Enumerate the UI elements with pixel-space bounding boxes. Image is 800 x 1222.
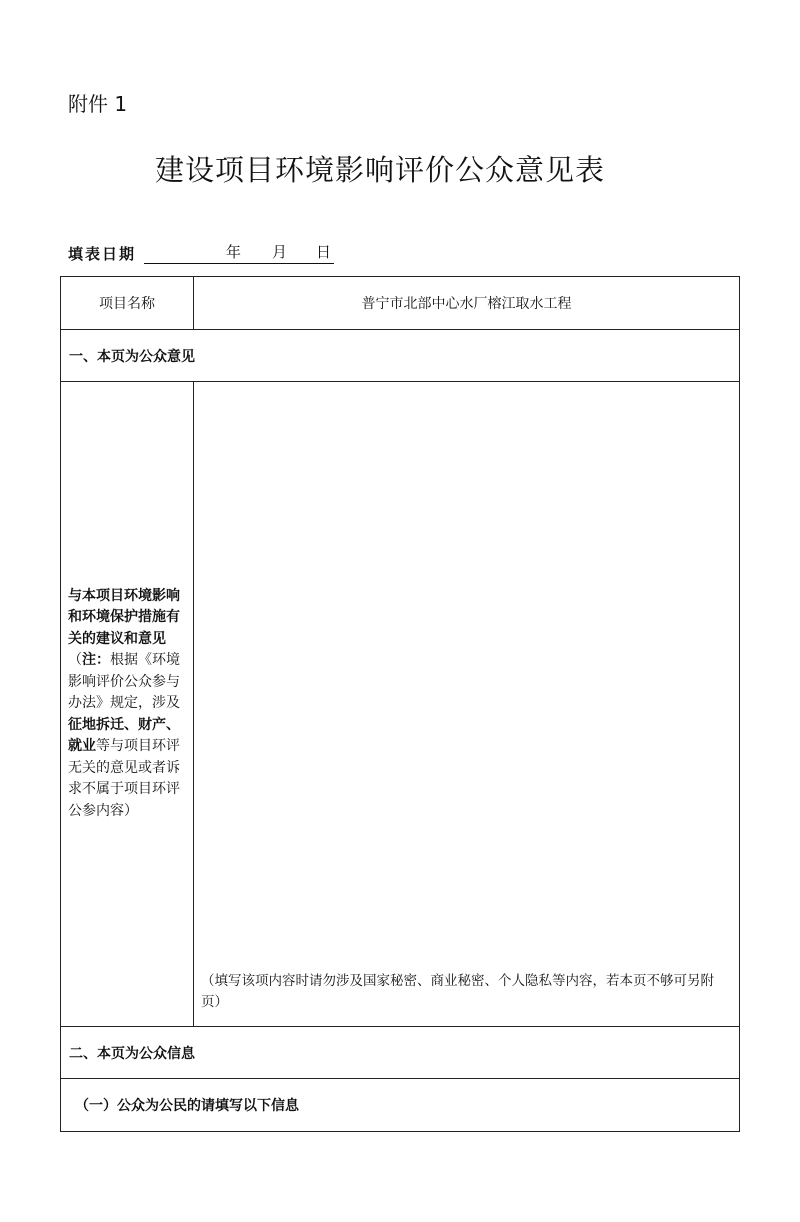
- section-public-opinion-header: 一、本页为公众意见: [61, 330, 739, 382]
- opinion-row: [61, 382, 739, 1027]
- month-label: 月: [272, 243, 288, 261]
- project-name-row: [61, 277, 739, 330]
- opinion-label-paren: （: [68, 652, 82, 669]
- opinion-form-table: [60, 276, 740, 1132]
- day-label: 日: [316, 243, 332, 261]
- project-name-label: 项目名称: [61, 277, 194, 329]
- opinion-label-regulation: 根据《环境影响评价公众参与办法》规定，涉及: [68, 652, 180, 712]
- fill-date-label: 填表日期: [68, 245, 137, 263]
- fill-date-field[interactable]: [144, 245, 334, 264]
- opinion-input-area[interactable]: [194, 382, 739, 1026]
- opinion-label-note-prefix: 注：: [82, 652, 110, 669]
- page-title: 建设项目环境影响评价公众意见表: [154, 153, 605, 187]
- opinion-label-tail: 等与项目环评无关的意见或者诉求不属于项目环评公参内容）: [68, 738, 180, 819]
- attachment-label: 附件 1: [68, 92, 128, 116]
- section-public-info-header: 二、本页为公众信息: [61, 1027, 739, 1079]
- opinion-label-excluded-topics: 征地拆迁、财产、就业: [68, 716, 180, 755]
- opinion-privacy-note: （填写该项内容时请勿涉及国家秘密、商业秘密、个人隐私等内容，若本页不够可另附页）: [201, 973, 714, 1010]
- citizen-info-subheader: （一）公众为公民的请填写以下信息: [75, 1098, 299, 1114]
- project-name-value: 普宁市北部中心水厂榕江取水工程: [361, 296, 572, 312]
- opinion-label-main: 与本项目环境影响和环境保护措施有关的建议和意见: [68, 587, 180, 647]
- year-label: 年: [226, 243, 242, 261]
- opinion-label: [61, 382, 194, 1026]
- fill-date-row: [68, 243, 334, 264]
